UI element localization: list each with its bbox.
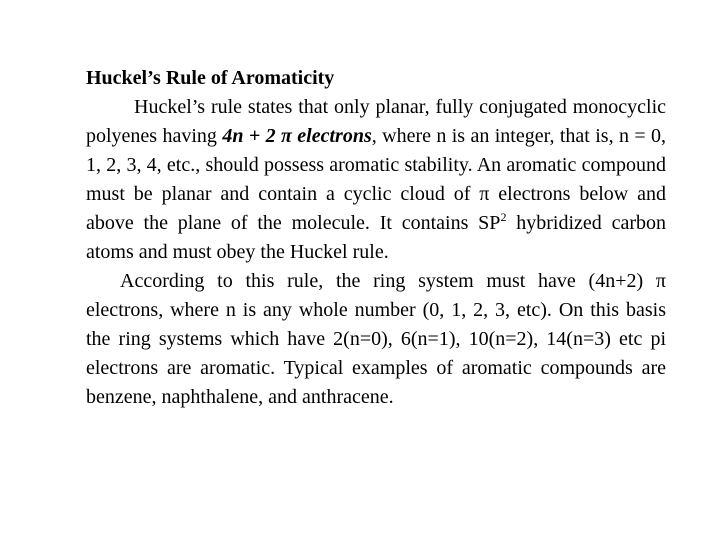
paragraph1-text-c: hybridized carbon atoms and must obey the Huckel rule.: [86, 212, 666, 263]
sp2-superscript: 2: [500, 210, 507, 224]
paragraph-huckel-rule: [86, 93, 666, 267]
paragraph1-text-b: , where n is an integer, that is, n = 0, 1, 2, 3, 4, etc., should possess aromatic stability. An aromatic compound must be planar and contain a cyclic cloud of π electrons below and above the plane of the molecule. It contains SP: [86, 125, 667, 234]
slide-body: [86, 64, 666, 412]
paragraph1-text-a: Huckel’s rule states that only planar, fully conjugated monocyclic polyenes having: [86, 96, 666, 147]
slide-title: Huckel’s Rule of Aromaticity: [86, 67, 335, 89]
paragraph-ring-systems: According to this rule, the ring system must have (4n+2) π electrons, where n is any whole number (0, 1, 2, 3, etc). On this basis the ring systems which have 2(n=0), 6(n=1), 10(n=2), 14(n=3) etc pi electrons are aromatic. Typical examples of aromatic compounds are benzene, naphthalene, and anthracene.: [86, 270, 666, 408]
formula-emphasis: 4n + 2 π electrons: [222, 125, 372, 147]
